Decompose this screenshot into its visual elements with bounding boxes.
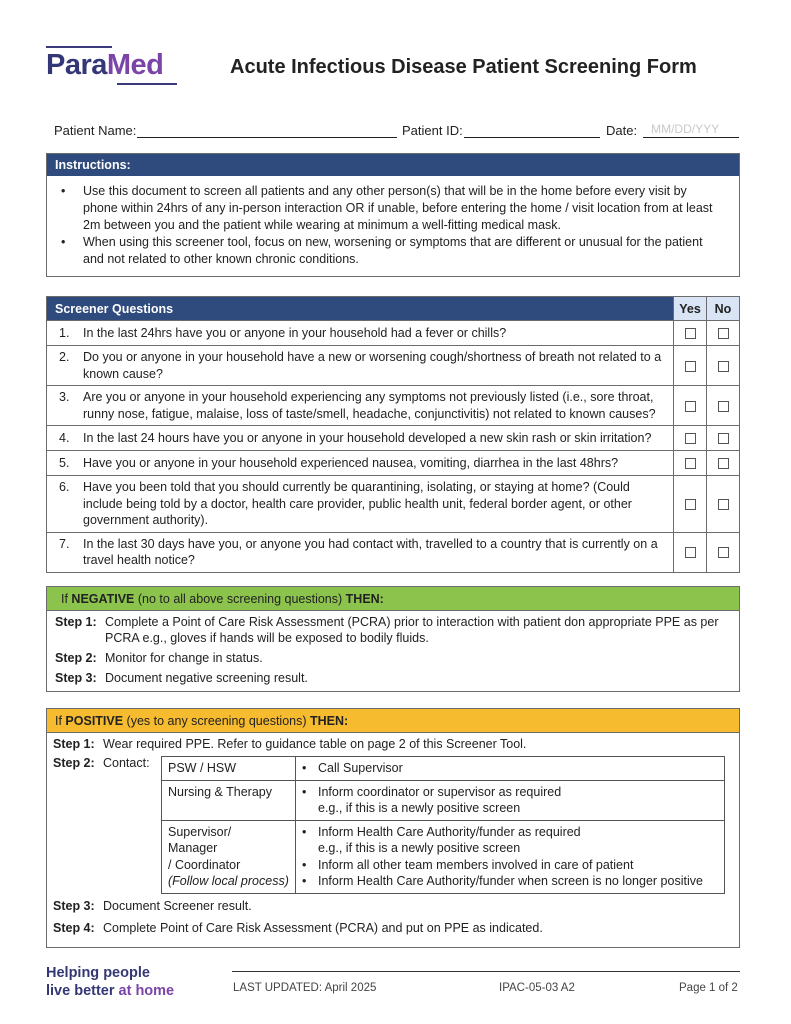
no-cell (707, 321, 740, 346)
bullet-icon: • (302, 824, 307, 839)
positive-header-condition: (yes to any screening questions) (123, 714, 310, 728)
no-cell (707, 451, 740, 476)
negative-result-section (46, 586, 740, 692)
yes-cell (674, 386, 707, 426)
step-text: Monitor for change in status. (105, 651, 263, 665)
patient-name-input[interactable] (137, 121, 397, 138)
no-cell (707, 532, 740, 572)
negative-header (47, 587, 739, 611)
action-text: Call Supervisor (318, 761, 403, 775)
patient-name-field (54, 121, 397, 138)
yes-cell (674, 321, 707, 346)
negative-steps (47, 611, 739, 686)
page-title: Acute Infectious Disease Patient Screening Form (230, 56, 697, 78)
yes-checkbox[interactable] (685, 458, 696, 469)
negative-step-2 (55, 650, 731, 666)
patient-id-input[interactable] (464, 121, 600, 138)
contact-row-nursing (162, 780, 725, 820)
screener-section (46, 296, 740, 571)
yes-checkbox[interactable] (685, 499, 696, 510)
action-item (302, 857, 718, 874)
question-text: Have you been told that you should currently be quarantining, isolating, or staying at home? (Could include being told by a doctor, health care provider, public health unit, federal border agent, or other government authority). (83, 480, 632, 527)
question-row (47, 386, 740, 426)
contact-role: PSW / HSW (162, 757, 296, 781)
instruction-text: Use this document to screen all patients and any other person(s) that will be in the home before every visit by phone within 24hrs of any in-person interaction OR if unable, before entering the home / visit location from at least 2m between you and the patient while wearing at minimum a well-fitting medical mask. (83, 184, 713, 232)
contact-actions (296, 757, 725, 781)
positive-header (47, 709, 739, 733)
question-cell (47, 426, 674, 451)
contact-label: Contact: (103, 756, 150, 770)
patient-id-label: Patient ID: (402, 123, 463, 138)
role-line: / Coordinator (168, 857, 241, 872)
date-field (606, 121, 739, 138)
footer-divider (232, 971, 740, 972)
date-placeholder: MM/DD/YYY (651, 122, 720, 136)
step-label: Step 3: (55, 671, 97, 685)
no-column-header: No (707, 297, 740, 321)
instructions-list (47, 176, 739, 268)
instructions-header: Instructions: (47, 154, 739, 176)
no-checkbox[interactable] (718, 458, 729, 469)
question-number: 4. (59, 430, 70, 445)
tagline-text: live better (46, 983, 119, 999)
logo-wordmark (46, 48, 163, 82)
question-number: 5. (59, 455, 70, 470)
bullet-icon: • (302, 857, 307, 872)
logo-part-para: Para (46, 49, 107, 81)
positive-header-prefix: If (55, 714, 66, 728)
step-text: Complete Point of Care Risk Assessment (PCRA) and put on PPE as indicated. (103, 920, 543, 935)
no-checkbox[interactable] (718, 361, 729, 372)
contact-role (162, 820, 296, 893)
date-input[interactable] (643, 121, 739, 138)
patient-name-label: Patient Name: (54, 123, 137, 138)
footer-tagline (46, 964, 174, 1000)
instruction-item (61, 234, 725, 268)
role-line: Supervisor/ (168, 824, 232, 839)
negative-header-keyword: NEGATIVE (71, 592, 135, 606)
step-label: Step 2: (53, 756, 95, 770)
action-item (302, 760, 718, 777)
question-row (47, 321, 740, 346)
step-label: Step 1: (55, 615, 97, 629)
contact-role: Nursing & Therapy (162, 780, 296, 820)
yes-cell (674, 476, 707, 533)
positive-steps (47, 733, 739, 936)
yes-checkbox[interactable] (685, 361, 696, 372)
yes-checkbox[interactable] (685, 328, 696, 339)
positive-header-then: THEN: (309, 714, 349, 728)
patient-fields (54, 121, 740, 141)
question-cell (47, 476, 674, 533)
logo-part-med: Med (106, 49, 164, 81)
action-item (302, 873, 718, 890)
step-label: Step 2: (55, 651, 97, 665)
question-number: 6. (59, 480, 70, 494)
step-text: Document Screener result. (103, 898, 252, 913)
document-code: IPAC-05-03 A2 (499, 982, 575, 994)
no-checkbox[interactable] (718, 328, 729, 339)
no-checkbox[interactable] (718, 499, 729, 510)
question-cell (47, 532, 674, 572)
last-updated: LAST UPDATED: April 2025 (233, 982, 377, 994)
screener-header-row (47, 297, 740, 321)
paramed-logo (46, 46, 181, 88)
action-item (302, 824, 718, 841)
question-row (47, 451, 740, 476)
step-label: Step 3: (53, 898, 95, 913)
question-number: 7. (59, 536, 70, 551)
instructions-section (46, 153, 740, 277)
question-row (47, 346, 740, 386)
role-note: (Follow local process) (168, 874, 289, 888)
bullet-icon: • (302, 874, 307, 888)
step-label: Step 4: (53, 920, 95, 935)
step-label: Step 1: (53, 737, 95, 751)
no-cell (707, 426, 740, 451)
yes-checkbox[interactable] (685, 547, 696, 558)
no-cell (707, 386, 740, 426)
question-text: In the last 24 hours have you or anyone in your household developed a new skin rash or skin irritation? (83, 430, 652, 445)
patient-id-field (402, 121, 600, 138)
step-text: Document negative screening result. (105, 671, 308, 685)
tagline-line-1: Helping people (46, 965, 150, 981)
tagline-accent: at home (118, 983, 175, 999)
question-cell (47, 386, 674, 426)
contact-actions (296, 780, 725, 820)
step-text: Complete a Point of Care Risk Assessment (PCRA) prior to interaction with patient don appropriate PPE as per PCRA e.g., gloves if hands will be exposed to bodily fluids. (105, 615, 719, 645)
negative-header-prefix: If (61, 592, 72, 606)
question-text: In the last 30 days have you, or anyone you had contact with, travelled to a country that is currently on a travel health notice? (83, 536, 658, 567)
yes-cell (674, 426, 707, 451)
yes-column-header: Yes (674, 297, 707, 321)
question-row (47, 476, 740, 533)
action-text: Inform all other team members involved in care of patient (318, 857, 634, 872)
question-row (47, 532, 740, 572)
date-label: Date: (606, 123, 638, 138)
contact-row-psw (162, 757, 725, 781)
instruction-item (61, 183, 725, 234)
action-text: Inform Health Care Authority/funder as required (318, 824, 581, 839)
screener-table (46, 296, 740, 573)
question-row (47, 426, 740, 451)
contact-row-supervisor (162, 820, 725, 893)
action-text: Inform Health Care Authority/funder when screen is no longer positive (318, 874, 703, 888)
action-text: Inform coordinator or supervisor as required (318, 784, 562, 799)
bullet-icon: • (302, 761, 307, 775)
yes-cell (674, 346, 707, 386)
question-number: 2. (59, 350, 70, 364)
bullet-icon: • (61, 235, 66, 249)
question-text: Do you or anyone in your household have a new or worsening cough/shortness of breath not related to a known cause? (83, 350, 662, 381)
no-checkbox[interactable] (718, 401, 729, 412)
positive-step-2 (53, 756, 731, 894)
no-checkbox[interactable] (718, 433, 729, 444)
question-cell (47, 451, 674, 476)
no-checkbox[interactable] (718, 547, 729, 558)
negative-step-3 (55, 670, 731, 686)
role-line: Manager (168, 841, 218, 855)
contact-table (161, 756, 725, 894)
logo-bottom-rule (117, 83, 177, 85)
action-subtext: e.g., if this is a newly positive screen (318, 841, 521, 855)
question-number: 1. (59, 325, 70, 340)
question-cell (47, 346, 674, 386)
negative-header-condition: (no to all above screening questions) (134, 592, 346, 606)
yes-checkbox[interactable] (685, 433, 696, 444)
tagline-line-2 (46, 982, 174, 1000)
question-text: Have you or anyone in your household experienced nausea, vomiting, diarrhea in the last 48hrs? (83, 455, 619, 470)
positive-header-keyword: POSITIVE (65, 714, 124, 728)
positive-result-section (46, 708, 740, 948)
step-text: Wear required PPE. Refer to guidance table on page 2 of this Screener Tool. (103, 737, 527, 751)
no-cell (707, 476, 740, 533)
negative-header-then: THEN: (345, 592, 384, 606)
positive-step-4 (53, 920, 731, 936)
action-item (302, 784, 718, 801)
action-subtext: e.g., if this is a newly positive screen (318, 801, 521, 815)
yes-cell (674, 451, 707, 476)
contact-actions (296, 820, 725, 893)
bullet-icon: • (61, 184, 66, 198)
positive-step-1 (53, 736, 731, 752)
yes-cell (674, 532, 707, 572)
yes-checkbox[interactable] (685, 401, 696, 412)
question-cell (47, 321, 674, 346)
page-number: Page 1 of 2 (679, 982, 738, 994)
no-cell (707, 346, 740, 386)
question-number: 3. (59, 390, 70, 404)
question-text: Are you or anyone in your household experiencing any symptoms not previously listed (i.e., sore throat, runny nose, fatigue, malaise, loss of taste/smell, headache, conjunctivitis) not related to known causes? (83, 390, 656, 421)
question-text: In the last 24hrs have you or anyone in your household had a fever or chills? (83, 325, 507, 340)
instruction-text: When using this screener tool, focus on new, worsening or symptoms that are different or unusual for the patient and not related to other known chronic conditions. (83, 235, 703, 266)
screener-header: Screener Questions (47, 297, 674, 321)
positive-step-3 (53, 898, 731, 914)
negative-step-1 (55, 614, 731, 646)
bullet-icon: • (302, 784, 307, 799)
